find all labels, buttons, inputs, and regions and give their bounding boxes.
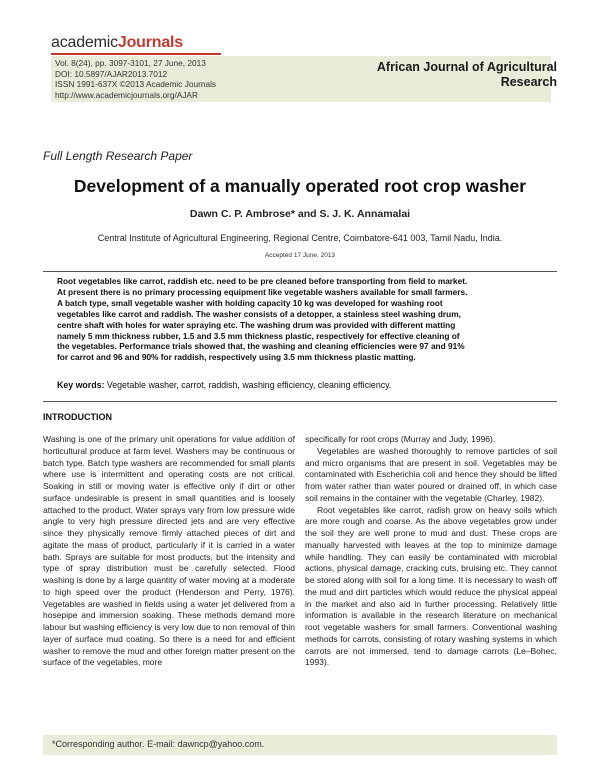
abstract-line: for carrot and 96 and 90% for raddish, respectively using 3.5 mm thickness plastic matting. [57, 352, 416, 363]
abstract-line: namely 5 mm thickness rubber, 1.5 and 3.5 mm thickness plastic, respectively for effective cleaning of [57, 330, 460, 341]
logo-underline [51, 53, 221, 55]
body-line: water poured or drained off, in which case soil remains in [305, 481, 557, 503]
body-column-left [43, 434, 295, 669]
body-line: soaking. These methods demand more labour but [43, 610, 296, 632]
body-line: vegetable washers for small farmers. Conventional [323, 622, 522, 632]
keywords-text: Vegetable washer, carrot, raddish, washing efficiency, cleaning efficiency. [104, 380, 392, 390]
body-line: recommended for small plants where use is intermittent [43, 457, 295, 480]
body-line: washing is done by a large quantity of water moving at a [43, 575, 257, 585]
meta-volume: Vol. 8(24), pp. 3097-3101, 27 June, 2013 [55, 58, 206, 68]
journal-name-line-2: Research [500, 75, 557, 89]
section-heading-introduction: INTRODUCTION [43, 412, 112, 422]
body-line: damage carrots (Le–Bohec, 1993). [305, 645, 557, 668]
body-paragraph [305, 446, 557, 505]
body-line: and hence they should be lifted from water rather than [305, 469, 557, 491]
body-line: particularly if it is carried in a water bath. Sprays are [43, 539, 295, 562]
author-affiliation: Central Institute of Agricultural Engineering, Regional Centre, Coimbatore-641 003, Tamil Nadu, India. [97, 233, 503, 243]
abstract-line: centre shaft with holes for water spraying etc. The washing drum was provided with different matting [57, 319, 456, 330]
keywords-bottom-rule [43, 401, 557, 402]
abstract-line: the vegetables. Performance trials showed that, the washing and cleaning efficiencies were 97 and 91% [57, 341, 465, 352]
abstract-line: Root vegetables like carrot, raddish etc. need to be pre cleaned before transporting from field to market. [57, 276, 468, 286]
paper-title: Development of a manually operated root crop washer [73, 176, 527, 196]
body-line: washing efficiency is very low due to non removal of thin [83, 622, 295, 632]
body-line: of soil and micro organisms that are present in soil. [305, 445, 557, 468]
body-line: pressure wide angle to very high pressure directed jets [43, 504, 295, 527]
journal-name-line-1: African Journal of Agricultural [376, 60, 557, 74]
body-paragraph [43, 434, 295, 669]
body-line: water jet delivered from a hosepipe and immersion [43, 598, 295, 621]
body-line: available in the research literature on mechanical root [305, 610, 557, 632]
abstract-line: A batch type, small vegetable washer with holding capacity 10 kg was developed for washing root [57, 297, 443, 308]
body-line: Vegetables are washed thoroughly to remove particles [317, 445, 530, 456]
keywords [57, 380, 547, 390]
body-line: addition of horticultural produce at farm level. Washers [43, 434, 295, 456]
body-line: vegetables grow under the soil they are well prone to [305, 516, 557, 538]
body-line: mud and dust. These crops are manually harvested with [305, 528, 557, 550]
body-line: attached pieces of dirt and agitate the mass of product, [43, 528, 295, 550]
abstract-top-rule [43, 271, 557, 272]
body-line: They can easily be contaminated with microbial actions, [305, 551, 557, 574]
journal-name [377, 60, 557, 90]
body-line: moderate to high speed over the product (Henderson and [43, 575, 295, 597]
abstract-line: At present there is no primary processing equipment like vegetable washers available for small farmers. [57, 286, 468, 297]
publication-meta [55, 58, 216, 100]
body-line: Root vegetables like carrot, radish grow on heavy soils [317, 504, 532, 515]
body-line: may be continuous or batch type. Batch type washers are [43, 445, 295, 468]
body-line: matter present on the surface of the vegetables, more [43, 645, 296, 668]
accepted-date: Accepted 17 June, 2013 [264, 252, 336, 259]
body-line: physical damage, cracking cuts, bruising etc. They [337, 563, 529, 574]
logo-text-accent: Journals [117, 34, 183, 51]
meta-url[interactable]: http://www.academicjournals.org/AJAR [55, 89, 198, 100]
body-line: necessary to wash off the mud and dirt particles which [305, 575, 557, 597]
body-line: and operating costs are not critical. Soaking in still or [43, 469, 295, 491]
meta-issn: ISSN 1991-637X ©2013 Academic Journals [55, 79, 217, 89]
body-line: which are more rough and coarse. As the above [305, 504, 557, 527]
body-paragraph [305, 434, 557, 446]
paper-authors: Dawn C. P. Ambrose* and S. J. K. Annamalai [189, 208, 411, 220]
abstract-line: vegetables like carrot and raddish. The washer consists of a detopper, a stainless steel washing drum, [57, 308, 461, 319]
body-line: specifically for root crops (Murray and Judy, 1996). [305, 434, 496, 444]
corresponding-author-note: *Corresponding author. E-mail: dawncp@yahoo.com. [52, 739, 265, 749]
body-line: Perry, 1976). Vegetables are washed in fields using a [43, 586, 295, 609]
abstract [57, 276, 545, 363]
meta-doi: DOI: 10.5897/AJAR2013.7012 [55, 68, 168, 79]
paper-type: Full Length Research Paper [43, 149, 193, 163]
publisher-logo [51, 34, 183, 52]
body-line: aid in further processing. Relatively little information is [305, 598, 557, 621]
body-line: Vegetables may be contaminated with Escherichia coli [305, 457, 557, 480]
body-line: washing methods for carrots, consisting of rotary washing [305, 622, 557, 644]
body-paragraph [305, 505, 557, 670]
body-line: attached to the product. Water sprays vary from low [43, 504, 240, 515]
body-line: cannot be stored along with soil for a long time. It is [305, 563, 557, 585]
body-line: would reduce the physical appeal in the market and also [305, 586, 557, 609]
body-line: leaves at the top to minimize damage while handling. [305, 539, 557, 562]
body-column-right [305, 434, 557, 669]
keywords-label: Key words: [57, 380, 105, 390]
body-line: the container with the vegetable (Charley, 1982). [361, 492, 545, 503]
body-line: efficient washer to remove the mud and other foreign [43, 633, 295, 656]
body-line: suitable for most products, but the intensity and type of [43, 551, 295, 574]
body-line: and are very effective since they physically remove firmly [43, 516, 295, 538]
body-line: undesirable is present in small quantities and is loosely [74, 492, 295, 503]
logo-text-plain: academic [51, 34, 118, 51]
body-line: systems in which carrots are not immersed, tend to [305, 633, 557, 656]
body-line: layer of surface mud coating. So there is a need for and [43, 633, 263, 644]
body-line: spray distribution must be carefully selected. Flood [79, 563, 295, 574]
body-line: moving water is effective only if dirt or other surface [43, 481, 295, 503]
body-line: Washing is one of the primary unit operations for value [43, 434, 253, 444]
